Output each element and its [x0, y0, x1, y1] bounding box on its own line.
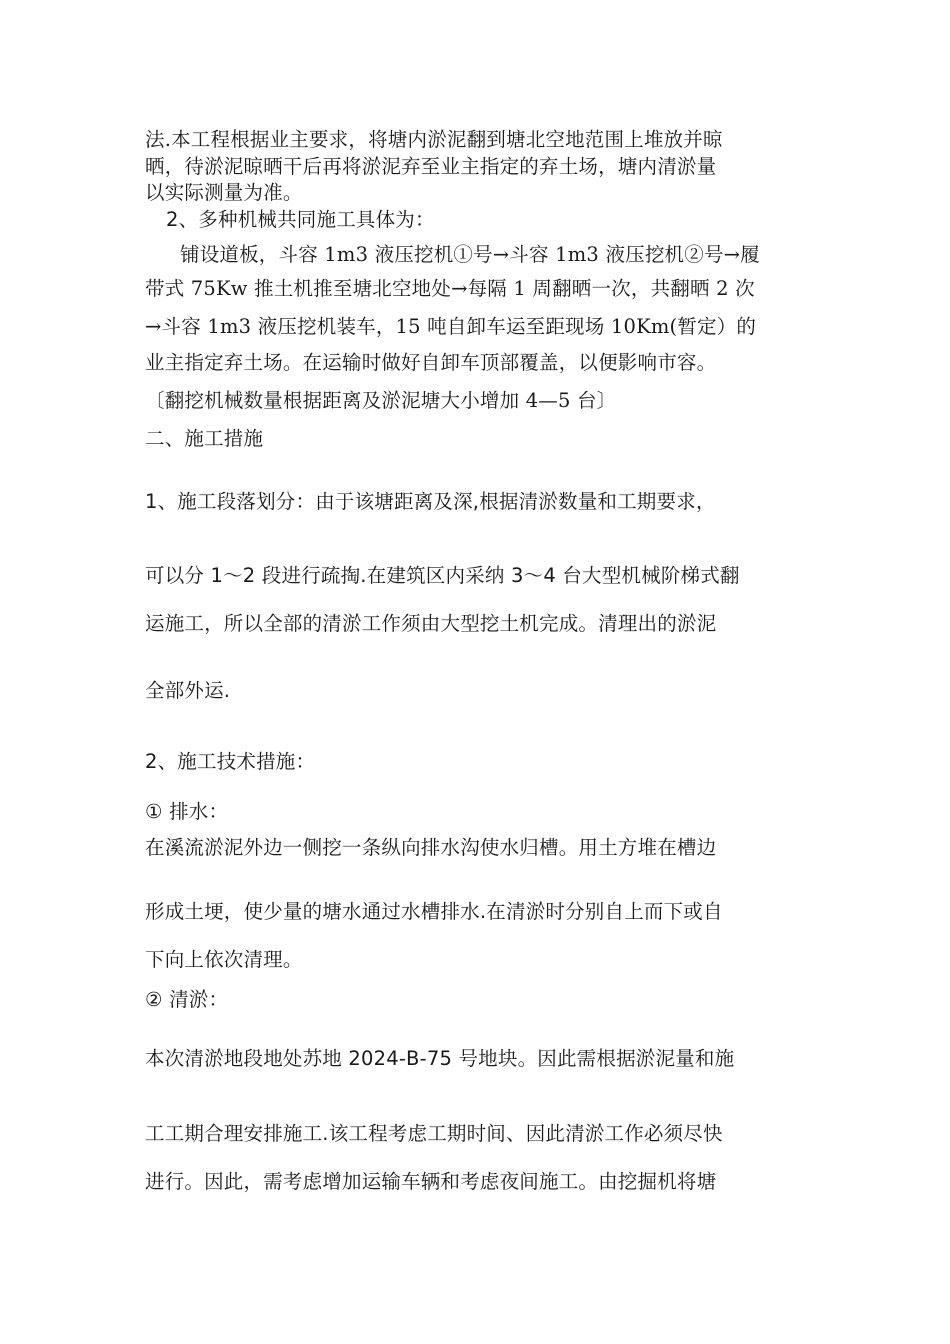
paragraph-line: 铺设道板，斗容 1m3 液压挖机①号→斗容 1m3 液压挖机②号→履 — [180, 243, 760, 266]
paragraph-line: 1、施工段落划分：由于该塘距离及深,根据清淤数量和工期要求， — [145, 490, 716, 513]
paragraph-line: 在溪流淤泥外边一侧挖一条纵向排水沟使水归槽。用土方堆在槽边 — [145, 836, 717, 859]
subsection-heading: ② 清淤： — [145, 988, 229, 1011]
paragraph-line: 形成土埂，使少量的塘水通过水槽排水.在清淤时分别自上而下或自 — [145, 900, 723, 923]
section-heading: 2、施工技术措施： — [145, 750, 316, 773]
paragraph-line: 业主指定弃土场。在运输时做好自卸车顶部覆盖，以便影响市容。 — [145, 351, 717, 374]
section-heading: 二、施工措施 — [145, 427, 264, 450]
paragraph-line: 法.本工程根据业主要求，将塘内淤泥翻到塘北空地范围上堆放并晾 — [145, 128, 723, 151]
section-heading: 2、多种机械共同施工具体为： — [166, 208, 435, 231]
paragraph-line: 进行。因此，需考虑增加运输车辆和考虑夜间施工。由挖掘机将塘 — [145, 1170, 717, 1193]
paragraph-line: →斗容 1m3 液压挖机装车，15 吨自卸车运至距现场 10Km(暂定）的 — [145, 315, 757, 338]
paragraph-line: 晒，待淤泥晾晒干后再将淤泥弃至业主指定的弃土场，塘内清淤量 — [145, 155, 717, 178]
paragraph-line: 本次清淤地段地处苏地 2024-B-75 号地块。因此需根据淤泥量和施 — [145, 1047, 735, 1070]
paragraph-line: 下向上依次清理。 — [145, 948, 303, 971]
paragraph-line: 工工期合理安排施工.该工程考虑工期时间、因此清淤工作必须尽快 — [145, 1122, 723, 1145]
paragraph-line: 〔翻挖机械数量根据距离及淤泥塘大小增加 4—5 台〕 — [145, 389, 617, 412]
subsection-heading: ① 排水： — [145, 800, 229, 823]
paragraph-line: 运施工，所以全部的清淤工作须由大型挖土机完成。清理出的淤泥 — [145, 612, 717, 635]
paragraph-line: 可以分 1～2 段进行疏掏.在建筑区内采纳 3～4 台大型机械阶梯式翻 — [145, 564, 740, 587]
paragraph-line: 全部外运. — [145, 679, 231, 702]
paragraph-line: 带式 75Kw 推土机推至塘北空地处→每隔 1 周翻晒一次，共翻晒 2 次 — [145, 277, 755, 300]
paragraph-line: 以实际测量为准。 — [145, 181, 303, 204]
